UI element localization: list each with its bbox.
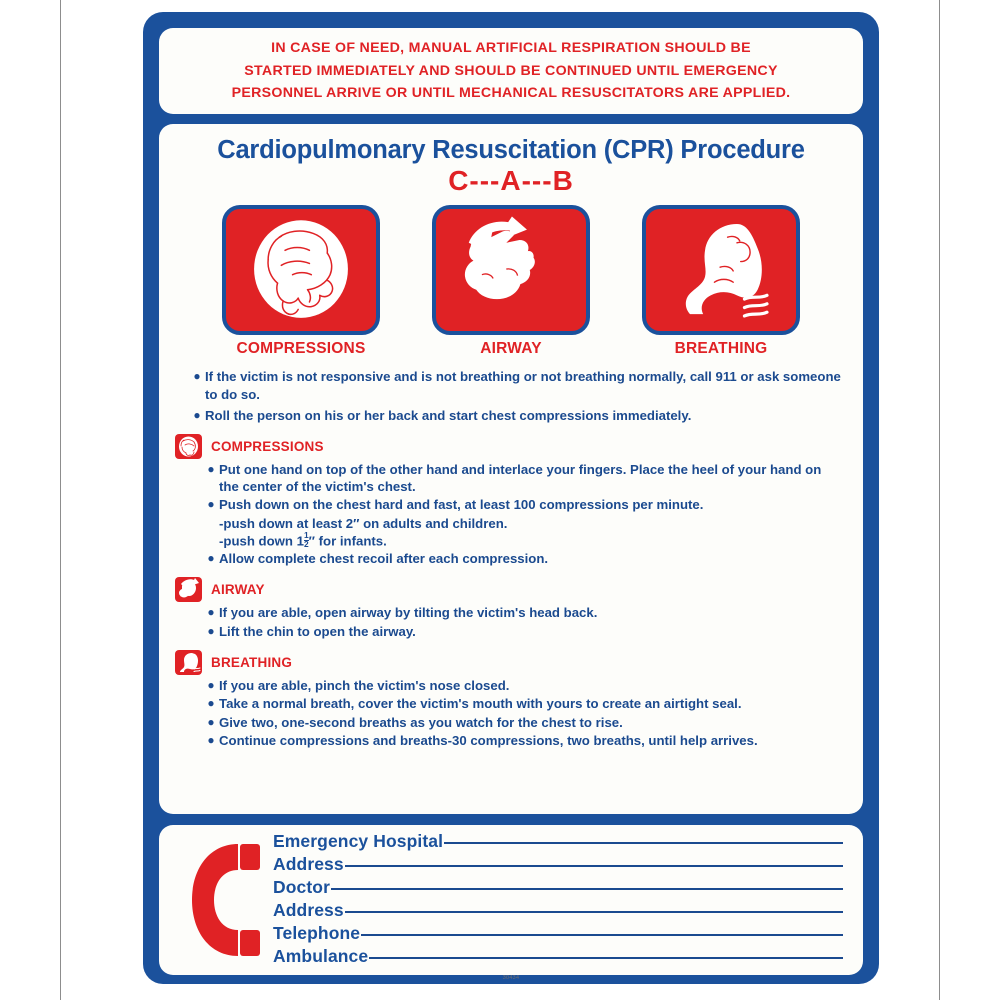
form-row-emergency-hospital[interactable] (273, 831, 843, 854)
list-item (203, 695, 843, 712)
fraction-denominator: 2 (303, 538, 309, 549)
section-header (175, 650, 847, 675)
section-airway (175, 577, 847, 640)
form-label-emergency-hospital: Emergency Hospital (273, 831, 444, 851)
section-body (175, 461, 847, 567)
contact-form-fields (273, 831, 849, 969)
bullet-dot-icon: ● (207, 462, 215, 477)
main-content-panel (159, 124, 863, 814)
hands-compression-icon (175, 434, 202, 459)
list-item (203, 677, 843, 694)
subnote-prefix: -push down 1 (219, 533, 304, 549)
intro-bullet-2: Roll the person on his or her back and start chest compressions immediately. (205, 407, 692, 423)
breathing-bullet-2: Take a normal breath, cover the victim's mouth with yours to create an airtight seal. (219, 696, 742, 712)
list-item (189, 368, 843, 402)
section-compressions (175, 434, 847, 567)
page-title: Cardiopulmonary Resuscitation (CPR) Procedure (217, 136, 805, 164)
form-input-telephone[interactable] (361, 934, 843, 936)
hands-compression-icon (222, 205, 380, 335)
fraction-numerator: 1 (303, 529, 309, 540)
bullet-dot-icon: ● (207, 550, 215, 565)
compressions-subnote-1: -push down at least 2″ on adults and children. (219, 515, 508, 531)
bullet-dot-icon: ● (207, 733, 215, 748)
form-row-ambulance[interactable] (273, 946, 843, 969)
compressions-bullet-2: Push down on the chest hard and fast, at least 100 compressions per minute. (219, 497, 704, 513)
warning-banner (159, 28, 863, 114)
step-compressions (222, 205, 380, 358)
section-body (175, 604, 847, 640)
section-header (175, 577, 847, 602)
list-item (203, 623, 843, 640)
compressions-bullet-1: Put one hand on top of the other hand and interlace your fingers. Place the heel of your hand on the center of the victim's chest. (219, 462, 822, 495)
telephone-handset-icon (177, 842, 273, 958)
breathing-bullet-4: Continue compressions and breaths-30 compressions, two breaths, until help arrives. (219, 733, 758, 749)
compressions-bullet-3: Allow complete chest recoil after each compression. (219, 550, 549, 566)
section-title-compressions: COMPRESSIONS (211, 439, 324, 455)
step-icon-row (175, 205, 847, 358)
warning-line-2: STARTED IMMEDIATELY AND SHOULD BE CONTINUED UNTIL EMERGENCY (244, 62, 778, 79)
airway-bullet-1: If you are able, open airway by tilting the victim's head back. (219, 605, 598, 621)
poster-blue-frame (143, 12, 879, 984)
section-breathing (175, 650, 847, 750)
form-row-telephone[interactable] (273, 923, 843, 946)
form-input-doctor[interactable] (331, 888, 843, 890)
rescue-breathing-icon (642, 205, 800, 335)
form-row-doctor[interactable] (273, 877, 843, 900)
subnote-suffix: ″ for infants. (308, 533, 387, 549)
bullet-dot-icon: ● (207, 696, 215, 711)
section-header (175, 434, 847, 459)
rescue-breathing-icon (175, 650, 202, 675)
bullet-dot-icon: ● (207, 678, 215, 692)
step-label-compressions: COMPRESSIONS (236, 340, 366, 358)
list-item (203, 550, 843, 567)
head-tilt-airway-icon (432, 205, 590, 335)
airway-bullet-2: Lift the chin to open the airway. (219, 623, 416, 639)
step-label-breathing: BREATHING (674, 340, 768, 358)
form-label-ambulance: Ambulance (273, 946, 369, 966)
section-body (175, 677, 847, 750)
form-input-emergency-hospital[interactable] (444, 842, 843, 844)
form-label-doctor: Doctor (273, 877, 330, 897)
bullet-dot-icon: ● (207, 605, 215, 620)
warning-line-3: PERSONNEL ARRIVE OR UNTIL MECHANICAL RESUSCITATORS ARE APPLIED. (231, 85, 791, 102)
breathing-bullet-1: If you are able, pinch the victim's nose closed. (219, 678, 510, 693)
form-row-address-2[interactable] (273, 900, 843, 923)
intro-bullet-1: If the victim is not responsive and is not breathing or not breathing normally, call 911 or ask someone to do so. (205, 369, 841, 402)
warning-text (232, 37, 791, 104)
product-code: 30434 (502, 975, 520, 981)
bullet-dot-icon: ● (207, 714, 215, 729)
emergency-contact-panel (159, 825, 863, 975)
step-airway (432, 205, 590, 358)
step-label-airway: AIRWAY (480, 340, 542, 358)
step-breathing (642, 205, 800, 358)
intro-bullets (175, 368, 847, 424)
list-item (203, 496, 843, 513)
form-label-address-2: Address (273, 900, 344, 920)
form-input-address-2[interactable] (345, 911, 843, 913)
list-item (203, 732, 843, 749)
breathing-bullet-3: Give two, one-second breaths as you watch for the chest to rise. (219, 714, 623, 730)
cab-sequence: C---A---B (448, 165, 574, 196)
poster-outer-frame (60, 0, 940, 1000)
section-title-airway: AIRWAY (211, 582, 265, 598)
list-item (203, 604, 843, 621)
list-item (189, 407, 843, 424)
form-label-telephone: Telephone (273, 923, 361, 943)
section-title-breathing: BREATHING (211, 655, 293, 670)
bullet-dot-icon: ● (207, 623, 215, 638)
form-label-address-1: Address (273, 854, 344, 874)
head-tilt-airway-icon (175, 577, 202, 602)
compressions-subnote-2 (203, 529, 843, 550)
bullet-dot-icon: ● (193, 369, 201, 384)
form-row-address-1[interactable] (273, 854, 843, 877)
list-item (203, 461, 843, 495)
form-input-address-1[interactable] (345, 865, 843, 867)
form-input-ambulance[interactable] (369, 957, 843, 959)
list-item (203, 714, 843, 731)
warning-line-1: IN CASE OF NEED, MANUAL ARTIFICIAL RESPIRATION SHOULD BE (271, 40, 751, 57)
bullet-dot-icon: ● (193, 407, 201, 422)
bullet-dot-icon: ● (207, 497, 215, 512)
